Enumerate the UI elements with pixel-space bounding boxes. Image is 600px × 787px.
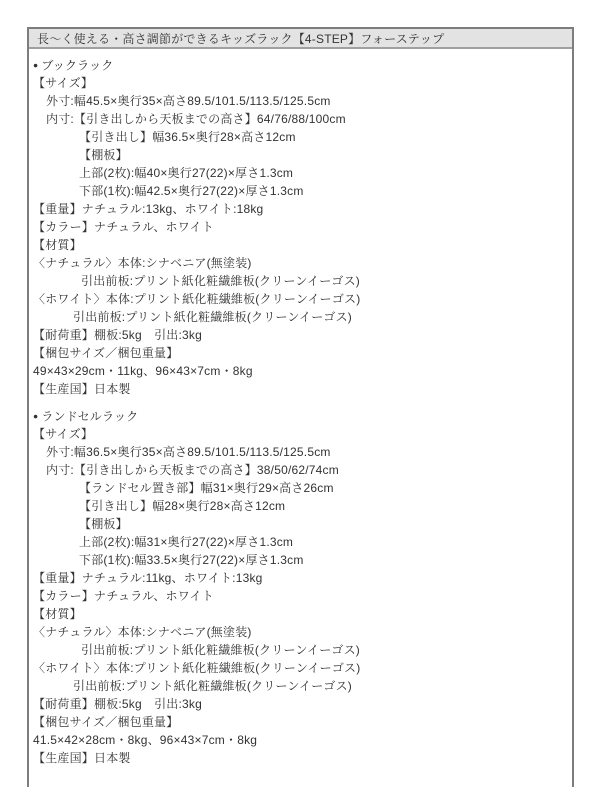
spec-table-body (29, 49, 572, 767)
spec-line: 【材質】 (33, 238, 82, 252)
spec-line: 【梱包サイズ／梱包重量】 (33, 715, 179, 729)
spec-line: 〈ホワイト〉本体:プリント紙化粧繊維板(クリーンイーゴス) (33, 661, 361, 675)
spec-line: 引出前板:プリント紙化粧繊維板(クリーンイーゴス) (73, 679, 353, 693)
spec-line: 【サイズ】 (33, 76, 94, 90)
spec-line: 【耐荷重】棚板:5kg 引出:3kg (33, 328, 202, 342)
spec-table-title: 長〜く使える・高さ調節ができるキッズラック【4-STEP】フォーステップ (37, 31, 445, 46)
spec-line: 【材質】 (33, 607, 82, 621)
bullet-icon: ● (33, 60, 39, 70)
spec-line: 41.5×42×28cm・8kg、96×43×7cm・8kg (33, 733, 258, 747)
spec-line: 【梱包サイズ／梱包重量】 (33, 346, 179, 360)
spec-line: 〈ホワイト〉本体:プリント紙化粧繊維板(クリーンイーゴス) (33, 292, 361, 306)
spec-line: 【棚板】 (79, 517, 128, 531)
spec-line: 〈ナチュラル〉本体:シナベニア(無塗装) (33, 625, 252, 639)
bullet-icon: ● (33, 411, 39, 421)
spec-line: 【耐荷重】棚板:5kg 引出:3kg (33, 697, 202, 711)
spec-line: 内寸:【引き出しから天板までの高さ】38/50/62/74cm (46, 463, 339, 477)
spec-table-header (29, 29, 572, 49)
spec-line: 【重量】ナチュラル:11kg、ホワイト:13kg (33, 571, 263, 585)
spec-line: 【生産国】日本製 (33, 382, 131, 396)
section-heading (33, 56, 568, 74)
spec-line: 外寸:幅45.5×奥行35×高さ89.5/101.5/113.5/125.5cm (46, 94, 331, 108)
section-title: ランドセルラック (41, 409, 139, 424)
spec-lines (33, 425, 568, 767)
spec-line: 【カラー】ナチュラル、ホワイト (33, 220, 214, 234)
section-book-rack (33, 56, 568, 398)
spec-line: 【生産国】日本製 (33, 751, 131, 765)
spec-line: 〈ナチュラル〉本体:シナベニア(無塗装) (33, 256, 252, 270)
spec-line: 下部(1枚):幅33.5×奥行27(22)×厚さ1.3cm (79, 553, 304, 567)
spec-line: 外寸:幅36.5×奥行35×高さ89.5/101.5/113.5/125.5cm (46, 445, 331, 459)
spec-line: 上部(2枚):幅31×奥行27(22)×厚さ1.3cm (79, 535, 294, 549)
spec-line: 【棚板】 (79, 148, 128, 162)
spec-line: 【ランドセル置き部】幅31×奥行29×高さ26cm (79, 481, 334, 495)
spec-line: 【引き出し】幅28×奥行28×高さ12cm (79, 499, 286, 513)
section-randoseru-rack (33, 407, 568, 767)
spec-lines (33, 74, 568, 398)
spec-line: 上部(2枚):幅40×奥行27(22)×厚さ1.3cm (79, 166, 294, 180)
product-spec-table (27, 27, 574, 787)
spec-line: 引出前板:プリント紙化粧繊維板(クリーンイーゴス) (73, 310, 353, 324)
spec-line: 引出前板:プリント紙化粧繊維板(クリーンイーゴス) (81, 274, 361, 288)
spec-line: 内寸:【引き出しから天板までの高さ】64/76/88/100cm (46, 112, 346, 126)
section-divider-gap (33, 398, 568, 407)
section-title: ブックラック (41, 58, 114, 73)
spec-line: 49×43×29cm・11kg、96×43×7cm・8kg (33, 364, 253, 378)
spec-line: 【カラー】ナチュラル、ホワイト (33, 589, 214, 603)
spec-line: 【サイズ】 (33, 427, 94, 441)
spec-line: 下部(1枚):幅42.5×奥行27(22)×厚さ1.3cm (79, 184, 304, 198)
spec-line: 【重量】ナチュラル:13kg、ホワイト:18kg (33, 202, 264, 216)
spec-line: 【引き出し】幅36.5×奥行28×高さ12cm (79, 130, 296, 144)
spec-line: 引出前板:プリント紙化粧繊維板(クリーンイーゴス) (81, 643, 361, 657)
section-heading (33, 407, 568, 425)
